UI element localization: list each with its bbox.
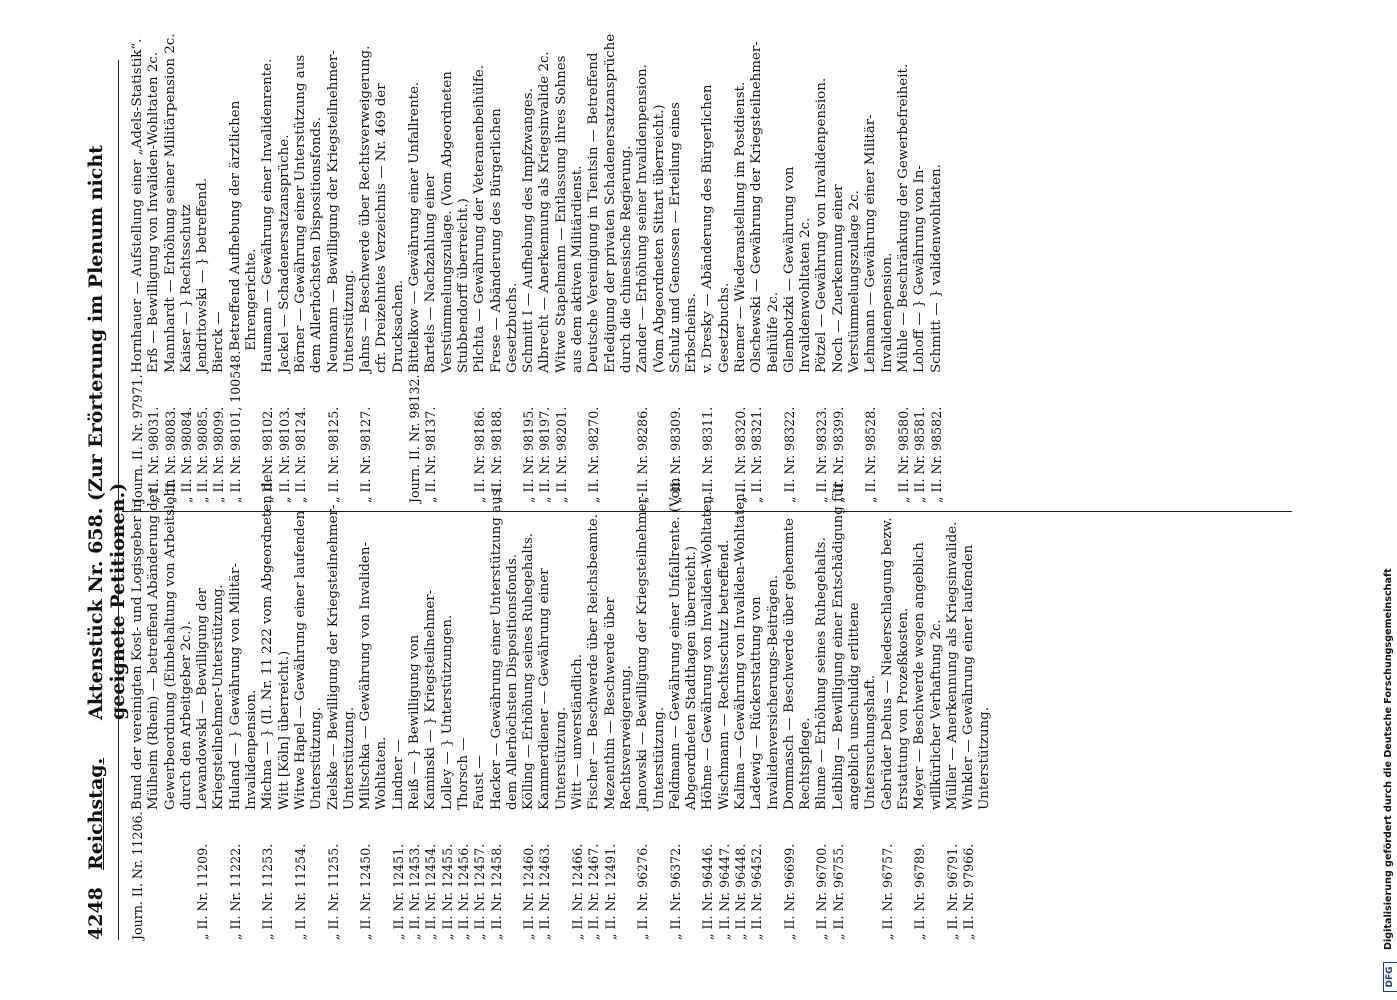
petition-entry <box>374 33 407 503</box>
petition-text: Leibling — Bewilligung einer Entschädigung für angeblich unschuldig erlittene Untersuchungshaft. <box>830 482 879 810</box>
dfg-logo: DFG <box>1383 962 1397 992</box>
journal-reference: „ II. Nr. 11253. <box>260 843 276 940</box>
petition-entry <box>456 470 472 940</box>
petition-entry <box>489 33 522 503</box>
petition-text: Wischmann — Rechtsschutz betreffend. <box>716 539 732 810</box>
petition-text: Kammerdiener — Gewährung einer Unterstützung. <box>537 568 569 810</box>
petition-text: Zielske — Bewilligung der Kriegsteilnehmer-Unterstützung. <box>325 504 357 810</box>
petition-text: Neumann — Bewilligung der Kriegsteilnehmer-Unterstützung. <box>325 50 357 373</box>
page-header <box>85 60 129 940</box>
journal-reference: „ II. Nr. 98201. <box>553 406 569 503</box>
journal-reference: „ II. Nr. 11254. <box>292 843 308 940</box>
petition-entry <box>211 33 227 503</box>
journal-reference: „ II. Nr. 11255. <box>325 843 341 940</box>
petition-entry <box>423 470 439 940</box>
journal-reference: „ II. Nr. 12466. <box>570 843 586 940</box>
petition-text: Janowski — Bewilligung der Kriegsteilnehmer-Unterstützung. <box>635 492 667 810</box>
journal-reference: „ II. Nr. 96791. <box>944 843 960 940</box>
petition-entry <box>440 470 456 940</box>
journal-reference: „ II. Nr. 98031. <box>146 406 162 503</box>
journal-reference: „ II. Nr. 98188. <box>488 406 504 503</box>
journal-reference: „ II. Nr. 96372. <box>667 843 683 940</box>
petition-entry <box>423 33 472 503</box>
journal-reference: „ II. Nr. 98083. <box>162 406 178 503</box>
petition-entry <box>358 33 374 503</box>
journal-reference: „ II. Nr. 12453. <box>407 843 423 940</box>
journal-reference: „ II. Nr. 96700. <box>814 843 830 940</box>
journal-reference: „ II. Nr. 12458. <box>488 843 504 940</box>
petition-text: Müller — Anerkennung als Kriegsinvalide. <box>944 521 960 810</box>
petition-text: Albrecht — Anerkennung als Kriegsinvalide 2c. <box>537 51 553 373</box>
petition-entry <box>228 33 261 503</box>
journal-reference: „ II. Nr. 97966. <box>961 843 977 940</box>
petition-entry <box>912 470 945 940</box>
petition-text: Dommasch — Beschwerde über gehemmte Rechtspflege. <box>781 518 814 810</box>
petition-entry <box>733 33 749 503</box>
journal-reference: „ II. Nr. 98528. <box>863 406 879 503</box>
page-number: 4248 <box>85 887 107 940</box>
petition-text: Bierck — <box>211 311 227 373</box>
petition-entry <box>831 33 864 503</box>
petition-text: Bittelkow — Gewährung einer Unfallrente. <box>407 81 423 373</box>
petition-text: Miltschka — Gewährung von Invaliden-Wohltaten. <box>358 541 390 810</box>
petition-entry <box>814 470 830 940</box>
petition-entry <box>880 470 913 940</box>
journal-reference: „ II. Nr. 11209. <box>195 843 211 940</box>
journal-reference: „ II. Nr. 98127. <box>358 406 374 503</box>
petition-text: Mezenthin — Beschwerde über Rechtsverweigerung. <box>602 597 634 810</box>
petition-text: Betreffend Aufhebung der ärztlichen Ehrengerichte. <box>227 100 260 351</box>
petition-entry <box>260 470 293 940</box>
petition-entry <box>293 33 326 503</box>
petition-entry <box>537 470 570 940</box>
journal-reference: „ II. Nr. 98270. <box>586 406 602 503</box>
petition-text: Kaminski — } Kriegsteilnehmer- <box>423 589 439 810</box>
petition-text: Noch — Zuerkennung einer Verstümmelungszulage 2c. <box>830 184 863 373</box>
journal-reference: Journ. II. Nr. 98132. <box>407 374 423 503</box>
petition-entry <box>228 470 261 940</box>
petition-entry <box>195 470 228 940</box>
petition-text: Witt — unverständlich. <box>570 654 586 810</box>
journal-reference: „ II. Nr. 98195. <box>521 406 537 503</box>
petition-entry <box>293 470 326 940</box>
petition-entry <box>260 33 276 503</box>
petition-text: v. Dresky — Abänderung des Bürgerlichen Gesetzbuchs. <box>700 84 732 373</box>
petition-entry <box>277 33 293 503</box>
journal-reference: „ II. Nr. 12457. <box>472 843 488 940</box>
journal-reference: „ II. Nr. 12456. <box>455 843 471 940</box>
petition-text: Huland — } Gewährung von Militär-Invalidenpension. <box>227 563 260 810</box>
journal-reference: „ II. Nr. 98582. <box>928 406 944 503</box>
petition-text: Kölling — Erhöhung seines Ruhegehalts. <box>521 532 537 810</box>
petition-text: Bund der vereinigten Kost- und Logisgeber in Mülheim (Rhein) — betreffend Abänderung der Gewerbeordnung (Einbehaltung von Arbeitslohn durch den Arbeitgeber 2c.). <box>130 479 194 810</box>
petition-entry <box>163 33 179 503</box>
journal-reference: „ II. Nr. 98321. <box>749 406 765 503</box>
journal-reference: „ II. Nr. 98286. <box>635 406 651 503</box>
petition-entry <box>945 470 961 940</box>
petition-text: Lindner — <box>390 739 406 810</box>
journal-reference: „ II. Nr. 98125. <box>325 406 341 503</box>
petition-text: Pilchta — Gewährung der Veteranenbeihülfe. <box>472 65 488 373</box>
journal-reference: „ II. Nr. 12451. <box>390 843 406 940</box>
petition-entry <box>733 470 749 940</box>
petition-text: cfr. Dreizehntes Verzeichnis — Nr. 469 der Drucksachen. <box>374 83 406 373</box>
digitization-credit: Digitalisierung gefördert durch die Deutsche Forschungsgemeinschaft <box>1383 568 1394 950</box>
petition-entry <box>521 470 537 940</box>
petition-entry <box>179 33 195 503</box>
page-title: Aktenstück Nr. 658. (Zur Erörterung im Plenum nicht geeignete Petitionen.) <box>85 145 129 720</box>
petition-entry <box>929 33 945 503</box>
journal-reference: „ II. Nr. 12491. <box>602 843 618 940</box>
journal-reference: Journ. II. Nr. 11206. <box>130 811 145 940</box>
petition-text: Ladewig — Rückerstattung von Invalidenversicherungs-Beiträgen. <box>749 574 781 810</box>
journal-reference: „ II. Nr. 98137. <box>423 406 439 503</box>
petition-text: Schmitt I — Aufhebung des Impfzwanges. <box>521 88 537 373</box>
petition-text: Haumann — Gewährung einer Invalidenrente. <box>260 58 276 373</box>
petition-text: Reiß — } Bewilligung von <box>407 634 423 810</box>
journal-reference: „ II. Nr. 98320. <box>732 406 748 503</box>
petition-entry <box>326 33 359 503</box>
journal-reference: „ II. Nr. 96757. <box>879 843 895 940</box>
petition-text: Olschewski — Gewährung der Kriegsteilnehmer-Beihülfe 2c. <box>749 41 781 373</box>
petition-text: Thorsch — <box>455 737 471 810</box>
petition-text: Zander — Erhöhung seiner Invalidenpension. (Vom Abgeordneten Sittart überreicht.) <box>635 64 667 373</box>
petition-entry <box>554 33 587 503</box>
petition-text: Fischer — Beschwerde über Reichsbeamte. <box>586 514 602 810</box>
journal-reference: „ II. Nr. 11222. <box>227 843 243 940</box>
petition-text: Schulz und Genossen — Erteilung eines Erbscheins. <box>667 102 700 373</box>
petition-entry <box>961 470 994 940</box>
journal-reference: „ II. Nr. 98399. <box>830 406 846 503</box>
petition-text: Lehmann — Gewährung einer Militär-Invalidenpension. <box>863 114 895 373</box>
petition-entry <box>717 470 733 940</box>
journal-reference: „ II. Nr. 12460. <box>521 843 537 940</box>
petition-entry <box>358 470 391 940</box>
journal-reference: „ II. Nr. 98102. <box>260 406 276 503</box>
petition-entry <box>521 33 537 503</box>
petition-entry <box>635 470 668 940</box>
petition-text: Erß — Bewilligung von Invaliden-Wohltaten 2c. <box>146 51 162 373</box>
petition-text: Lewandowski — Bewilligung der Kriegsteilnehmer-Unterstützung. <box>195 584 227 810</box>
journal-reference: „ II. Nr. 98103. <box>276 406 292 503</box>
petition-entry <box>489 470 522 940</box>
petition-entry <box>831 470 880 940</box>
petition-entry <box>407 33 423 503</box>
petition-text: Riemer — Wiederanstellung im Postdienst. <box>732 81 748 373</box>
petition-entry <box>700 33 733 503</box>
petition-entry <box>326 470 359 940</box>
petition-entry <box>407 470 423 940</box>
journal-reference: „ II. Nr. 98311. <box>700 406 716 503</box>
petition-text: Lohoff — } Gewährung von In- <box>912 165 928 373</box>
journal-reference: „ II. Nr. 98101, 100548. <box>227 350 243 503</box>
petition-text: Glembotzki — Gewährung von Invalidenwohltaten 2c. <box>781 166 814 373</box>
petition-entry <box>586 33 635 503</box>
petition-text: Faust — <box>472 755 488 810</box>
journal-reference: „ II. Nr. 12455. <box>439 843 455 940</box>
petition-entry <box>570 470 586 940</box>
journal-reference: „ II. Nr. 96789. <box>912 843 928 940</box>
petition-text: Meyer — Beschwerde wegen angeblich willkürlicher Verhaftung 2c. <box>912 542 944 810</box>
petition-text: Feldmann — Gewährung einer Unfallrente. (Vom Abgeordneten Stadthagen überreicht.) <box>667 477 700 810</box>
petition-text: Witwe Hapel — Gewährung einer laufenden Unterstützung. <box>292 510 325 810</box>
petition-text: Schmitt — } validenwohltaten. <box>928 164 944 373</box>
petition-entry <box>814 33 830 503</box>
petition-entry <box>749 470 782 940</box>
journal-reference: „ II. Nr. 96755. <box>830 843 846 940</box>
journal-reference: „ II. Nr. 98197. <box>537 406 553 503</box>
petition-text: Gebrüder Dehus — Niederschlagung bezw. Erstattung von Prozeßkosten. <box>879 517 911 810</box>
journal-reference: „ II. Nr. 98124. <box>292 406 308 503</box>
petition-entry <box>912 33 928 503</box>
petition-text: Jackel — Schadenersatzansprüche. <box>276 134 292 373</box>
petition-entry <box>472 33 488 503</box>
petition-text: Kaiser — } Rechtsschutz <box>178 204 194 373</box>
petition-text: Deutsche Vereinigung in Tientsin — Betreffend Erledigung der privaten Schadenersatzansprüche durch die chinesische Regierung. <box>586 33 634 373</box>
petition-entry <box>896 33 912 503</box>
journal-reference: „ II. Nr. 12450. <box>358 843 374 940</box>
petition-entry <box>130 33 146 503</box>
journal-reference: Journ. II. Nr. 97971. <box>130 374 145 503</box>
petition-entry <box>603 470 636 940</box>
petition-text: Blume — Erhöhung seines Ruhegehalts. <box>814 537 830 810</box>
journal-reference: „ II. Nr. 98084. <box>178 406 194 503</box>
petition-text: Jahns — Beschwerde über Rechtsverweigerung. <box>358 45 374 373</box>
journal-reference: „ II. Nr. 96446. <box>700 843 716 940</box>
petition-text: Jendritowski — } betreffend. <box>195 177 211 373</box>
petition-text: Frese — Abänderung des Bürgerlichen Gesetzbuchs. <box>488 108 520 373</box>
petition-text: Pötzel — Gewährung von Invalidenpension. <box>814 77 830 373</box>
petition-entry <box>195 33 211 503</box>
petition-entry <box>668 33 701 503</box>
right-column <box>130 33 945 503</box>
left-column <box>130 470 994 940</box>
petition-text: Michna — } (II. Nr. 11 222 vom Abgeordneten de Witt [Köln] überreicht.) <box>260 474 292 810</box>
journal-reference: „ II. Nr. 96448. <box>732 843 748 940</box>
petition-text: Börner — Gewährung einer Unterstützung aus dem Allerhöchsten Dispositionsfonds. <box>292 54 325 373</box>
journal-reference: „ II. Nr. 96699. <box>781 843 797 940</box>
petition-entry <box>782 33 815 503</box>
petition-text: Kalima — Gewährung von Invaliden-Wohltaten. <box>732 488 748 810</box>
petition-entry <box>537 33 553 503</box>
petition-text: Mühle — Beschränkung der Gewerbefreiheit. <box>895 63 911 373</box>
petition-entry <box>391 470 407 940</box>
petition-entry <box>749 33 782 503</box>
journal-reference: „ II. Nr. 98580. <box>895 406 911 503</box>
petition-entry <box>863 33 896 503</box>
footer <box>1382 0 1397 1000</box>
journal-reference: „ II. Nr. 96447. <box>716 843 732 940</box>
petition-entry <box>668 470 701 940</box>
journal-reference: „ II. Nr. 98323. <box>814 406 830 503</box>
petition-entry <box>635 33 668 503</box>
petition-text: Bartels — Nachzahlung einer Verstümmelungszulage. (Vom Abgeordneten Stubbendorff überreicht.) <box>423 71 471 373</box>
journal-reference: „ II. Nr. 98309. <box>667 406 683 503</box>
journal-reference: „ II. Nr. 98581. <box>912 406 928 503</box>
petition-entry <box>586 470 602 940</box>
petition-entry <box>472 470 488 940</box>
venue-label: Reichstag. <box>85 757 107 870</box>
header-rule <box>118 60 119 940</box>
petition-text: Hornhauer — Aufstellung einer „Adels-Statistik“. <box>130 38 145 373</box>
journal-reference: „ II. Nr. 96276. <box>635 843 651 940</box>
petition-text: Lolley — } Unterstützungen. <box>439 614 455 810</box>
petition-text: Mannhardt — Erhöhung seiner Militärpension 2c. <box>162 33 178 373</box>
journal-reference: „ II. Nr. 98099. <box>211 406 227 503</box>
petition-entry <box>130 470 195 940</box>
journal-reference: „ II. Nr. 12463. <box>537 843 553 940</box>
journal-reference: „ II. Nr. 98085. <box>195 406 211 503</box>
petition-text: Höhne — Gewährung von Invaliden-Wohltaten. <box>700 491 716 810</box>
petition-text: Hacker — Gewährung einer Unterstützung aus dem Allerhöchsten Dispositionsfonds. <box>488 489 520 810</box>
journal-reference: „ II. Nr. 98186. <box>472 406 488 503</box>
journal-reference: „ II. Nr. 12454. <box>423 843 439 940</box>
journal-reference: „ II. Nr. 12467. <box>586 843 602 940</box>
petition-entry <box>146 33 162 503</box>
journal-reference: „ II. Nr. 98322. <box>781 406 797 503</box>
petition-entry <box>782 470 815 940</box>
petition-text: Winkler — Gewährung einer laufenden Unterstützung. <box>961 544 993 810</box>
journal-reference: „ II. Nr. 96452. <box>749 843 765 940</box>
petition-entry <box>700 470 716 940</box>
petition-text: Witwe Stapelmann — Entlassung ihres Sohnes aus dem aktiven Militärdienst. <box>553 55 586 373</box>
